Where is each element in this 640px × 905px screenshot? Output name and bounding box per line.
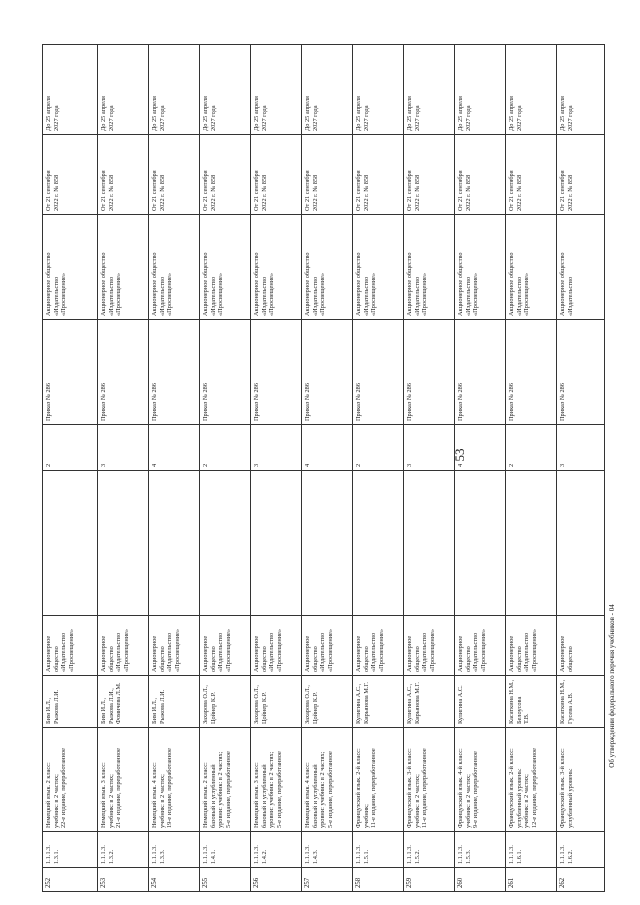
order-reference-cell: Приказ № 286	[557, 320, 605, 425]
textbook-authors-cell: Касаткина Н.М., Белоусова Т.В.	[506, 676, 557, 728]
valid-until-cell: До 25 апреля 2027 года	[506, 45, 557, 135]
textbook-code-cell: 1.1.1.3. 1.3.2.	[98, 832, 149, 868]
textbook-code-cell: 1.1.1.3. 1.5.1.	[353, 832, 404, 868]
textbook-publisher-cell: Акционерное общество «Издательство «Просвещение»	[200, 616, 251, 676]
textbook-publisher-cell: Акционерное общество	[557, 616, 605, 676]
textbook-authors-cell: Захарова О.Л., Цойнер К.Р.	[302, 676, 353, 728]
empty-cell-cell	[200, 471, 251, 616]
grade-cell: 3	[404, 425, 455, 471]
empty-cell-cell	[557, 471, 605, 616]
rights-holder-cell: Акционерное общество «Издательство «Просвещение»	[404, 215, 455, 320]
textbook-code-cell: 1.1.1.3. 1.3.3.	[149, 832, 200, 868]
textbook-code-cell: 1.1.1.3. 1.4.1.	[200, 832, 251, 868]
textbook-publisher-cell: Акционерное общество «Издательство «Просвещение»	[404, 616, 455, 676]
empty-cell-cell	[455, 471, 506, 616]
textbook-code-cell: 1.1.1.3. 1.5.2.	[404, 832, 455, 868]
textbook-authors-cell: Кулигина А.С., Кирьянова М.Г.	[404, 676, 455, 728]
grade-cell: 2	[506, 425, 557, 471]
rights-holder-cell: Акционерное общество «Издательство «Просвещение»	[353, 215, 404, 320]
empty-cell-cell	[353, 471, 404, 616]
order-reference-cell: Приказ № 286	[455, 320, 506, 425]
table-row	[404, 45, 455, 892]
grade-cell: 2	[43, 425, 98, 471]
textbook-code-cell: 1.1.1.3. 1.4.3.	[302, 832, 353, 868]
row-number-cell: 261	[506, 868, 557, 892]
textbook-title-cell: Немецкий язык. 4 класс: базовый и углубленный уровни: учебник: в 2 частях; 5-е издание, переработанное	[302, 728, 353, 832]
rights-holder-cell: Акционерное общество «Издательство «Просвещение»	[251, 215, 302, 320]
row-number-cell: 258	[353, 868, 404, 892]
textbook-publisher-cell: Акционерное общество «Издательство «Просвещение»	[353, 616, 404, 676]
valid-until-cell: До 25 апреля 2027 года	[98, 45, 149, 135]
grade-cell: 3	[98, 425, 149, 471]
row-number-cell: 253	[98, 868, 149, 892]
empty-cell-cell	[404, 471, 455, 616]
textbook-publisher-cell: Акционерное общество «Издательство «Просвещение»	[302, 616, 353, 676]
empty-cell-cell	[149, 471, 200, 616]
row-number-cell: 262	[557, 868, 605, 892]
textbook-code-cell: 1.1.1.3. 1.4.2.	[251, 832, 302, 868]
rights-holder-cell: Акционерное общество «Издательство «Просвещение»	[98, 215, 149, 320]
textbook-code-cell: 1.1.1.3. 1.3.1.	[43, 832, 98, 868]
order-reference-cell: Приказ № 286	[404, 320, 455, 425]
empty-cell-cell	[43, 471, 98, 616]
valid-until-cell: До 25 апреля 2027 года	[557, 45, 605, 135]
row-number-cell: 254	[149, 868, 200, 892]
rights-holder-cell: Акционерное общество «Издательство «Просвещение»	[43, 215, 98, 320]
textbook-authors-cell: Бим И.Л., Рыжова Л.И., Фомичева Л.М.	[98, 676, 149, 728]
textbook-authors-cell: Захарова О.Л., Цойнер К.Р.	[251, 676, 302, 728]
textbook-authors-cell: Кулигина А.С., Кирьянова М.Г.	[353, 676, 404, 728]
empty-cell-cell	[302, 471, 353, 616]
rights-holder-cell: Акционерное общество «Издательство «Просвещение»	[506, 215, 557, 320]
valid-until-cell: До 25 апреля 2027 года	[404, 45, 455, 135]
textbook-authors-cell: Бим И.Л., Рыжова Л.И.	[149, 676, 200, 728]
row-number-cell: 260	[455, 868, 506, 892]
valid-until-cell: До 25 апреля 2027 года	[353, 45, 404, 135]
textbook-title-cell: Немецкий язык. 2 класс: учебник: в 2 частях; 22-е издание, переработанное	[43, 728, 98, 832]
textbook-title-cell: Немецкий язык. 3 класс: учебник: в 2 частях; 21-е издание, переработанное	[98, 728, 149, 832]
page-number: 53	[452, 448, 467, 462]
textbook-authors-cell: Касаткина Н.М., Гусева А.В.	[557, 676, 605, 728]
grade-cell: 4	[149, 425, 200, 471]
textbook-publisher-cell: Акционерное общество «Издательство «Просвещение»	[98, 616, 149, 676]
order-reference-cell: Приказ № 286	[43, 320, 98, 425]
rights-holder-cell: Акционерное общество «Издательство	[557, 215, 605, 320]
inclusion-date-cell: От 21 сентября 2022 г. № 858	[404, 135, 455, 215]
table-row	[353, 45, 404, 892]
table-row	[200, 45, 251, 892]
table-row	[557, 45, 605, 892]
inclusion-date-cell: От 21 сентября 2022 г. № 858	[353, 135, 404, 215]
valid-until-cell: До 25 апреля 2027 года	[251, 45, 302, 135]
inclusion-date-cell: От 21 сентября 2022 г. № 858	[149, 135, 200, 215]
textbook-title-cell: Французский язык. 3-й класс: учебник: в 2 частях; 11-е издание, переработанное	[404, 728, 455, 832]
rights-holder-cell: Акционерное общество «Издательство «Просвещение»	[302, 215, 353, 320]
inclusion-date-cell: От 21 сентября 2022 г. № 858	[43, 135, 98, 215]
rights-holder-cell: Акционерное общество «Издательство «Просвещение»	[149, 215, 200, 320]
empty-cell-cell	[98, 471, 149, 616]
inclusion-date-cell: От 21 сентября 2022 г. № 858	[200, 135, 251, 215]
textbook-authors-cell: Кулигина А.С.	[455, 676, 506, 728]
textbook-title-cell: Французский язык. 2-й класс: учебник; 11-е издание, переработанное	[353, 728, 404, 832]
textbook-table-rotated	[42, 45, 592, 892]
inclusion-date-cell: От 21 сентября 2022 г. № 858	[251, 135, 302, 215]
grade-cell: 4	[455, 425, 506, 471]
textbook-publisher-cell: Акционерное общество «Издательство «Просвещение»	[455, 616, 506, 676]
textbook-table	[42, 44, 605, 892]
footer-text: Об утверждении федерального перечня учебников - 04	[608, 604, 616, 768]
table-row	[98, 45, 149, 892]
textbook-authors-cell: Захарова О.Л., Цойнер К.Р.	[200, 676, 251, 728]
row-number-cell: 257	[302, 868, 353, 892]
textbook-code-cell: 1.1.1.3. 1.6.2.	[557, 832, 605, 868]
grade-cell: 3	[557, 425, 605, 471]
empty-cell-cell	[506, 471, 557, 616]
table-row	[43, 45, 98, 892]
order-reference-cell: Приказ № 286	[506, 320, 557, 425]
row-number-cell: 255	[200, 868, 251, 892]
table-row	[149, 45, 200, 892]
valid-until-cell: До 25 апреля 2027 года	[455, 45, 506, 135]
row-number-cell: 259	[404, 868, 455, 892]
textbook-code-cell: 1.1.1.3. 1.5.3.	[455, 832, 506, 868]
grade-cell: 4	[302, 425, 353, 471]
textbook-title-cell: Немецкий язык. 3 класс: базовый и углубленный уровни: учебник: в 2 частях; 5-е издание, переработанное	[251, 728, 302, 832]
inclusion-date-cell: От 21 сентября 2022 г. № 858	[98, 135, 149, 215]
order-reference-cell: Приказ № 286	[149, 320, 200, 425]
empty-cell-cell	[251, 471, 302, 616]
grade-cell: 2	[200, 425, 251, 471]
textbook-title-cell: Немецкий язык. 4 класс: учебник: в 2 частях; 19-е издание, переработанное	[149, 728, 200, 832]
inclusion-date-cell: От 21 сентября 2022 г. № 858	[455, 135, 506, 215]
textbook-publisher-cell: Акционерное общество «Издательство «Просвещение»	[506, 616, 557, 676]
inclusion-date-cell: От 21 сентября 2022 г. № 858	[302, 135, 353, 215]
row-number-cell: 252	[43, 868, 98, 892]
grade-cell: 2	[353, 425, 404, 471]
textbook-publisher-cell: Акционерное общество «Издательство «Просвещение»	[149, 616, 200, 676]
order-reference-cell: Приказ № 286	[98, 320, 149, 425]
textbook-title-cell: Французский язык. 4-й класс: учебник: в 2 частях; 9-е издание, переработанное	[455, 728, 506, 832]
table-row	[302, 45, 353, 892]
valid-until-cell: До 25 апреля 2027 года	[200, 45, 251, 135]
textbook-title-cell: Французский язык. 2-й класс: углубленный уровень: учебник: в 2 частях; 12-е издание, переработанное	[506, 728, 557, 832]
table-row	[455, 45, 506, 892]
table-row	[506, 45, 557, 892]
order-reference-cell: Приказ № 286	[200, 320, 251, 425]
row-number-cell: 256	[251, 868, 302, 892]
textbook-publisher-cell: Акционерное общество «Издательство «Просвещение»	[43, 616, 98, 676]
inclusion-date-cell: От 21 сентября 2022 г. № 858	[557, 135, 605, 215]
valid-until-cell: До 25 апреля 2027 года	[43, 45, 98, 135]
order-reference-cell: Приказ № 286	[302, 320, 353, 425]
table-row	[251, 45, 302, 892]
textbook-title-cell: Французский язык. 3-й класс: углубленный уровень:	[557, 728, 605, 832]
textbook-publisher-cell: Акционерное общество «Издательство «Просвещение»	[251, 616, 302, 676]
rights-holder-cell: Акционерное общество «Издательство «Просвещение»	[200, 215, 251, 320]
grade-cell: 3	[251, 425, 302, 471]
order-reference-cell: Приказ № 286	[251, 320, 302, 425]
valid-until-cell: До 25 апреля 2027 года	[149, 45, 200, 135]
valid-until-cell: До 25 апреля 2027 года	[302, 45, 353, 135]
textbook-title-cell: Немецкий язык. 2 класс: базовый и углубленный уровни: учебник: в 2 частях; 5-е издание, переработанное	[200, 728, 251, 832]
textbook-authors-cell: Бим И.Л., Рыжова Л.И.	[43, 676, 98, 728]
inclusion-date-cell: От 21 сентября 2022 г. № 858	[506, 135, 557, 215]
rights-holder-cell: Акционерное общество «Издательство «Просвещение»	[455, 215, 506, 320]
textbook-code-cell: 1.1.1.3. 1.6.1.	[506, 832, 557, 868]
order-reference-cell: Приказ № 286	[353, 320, 404, 425]
